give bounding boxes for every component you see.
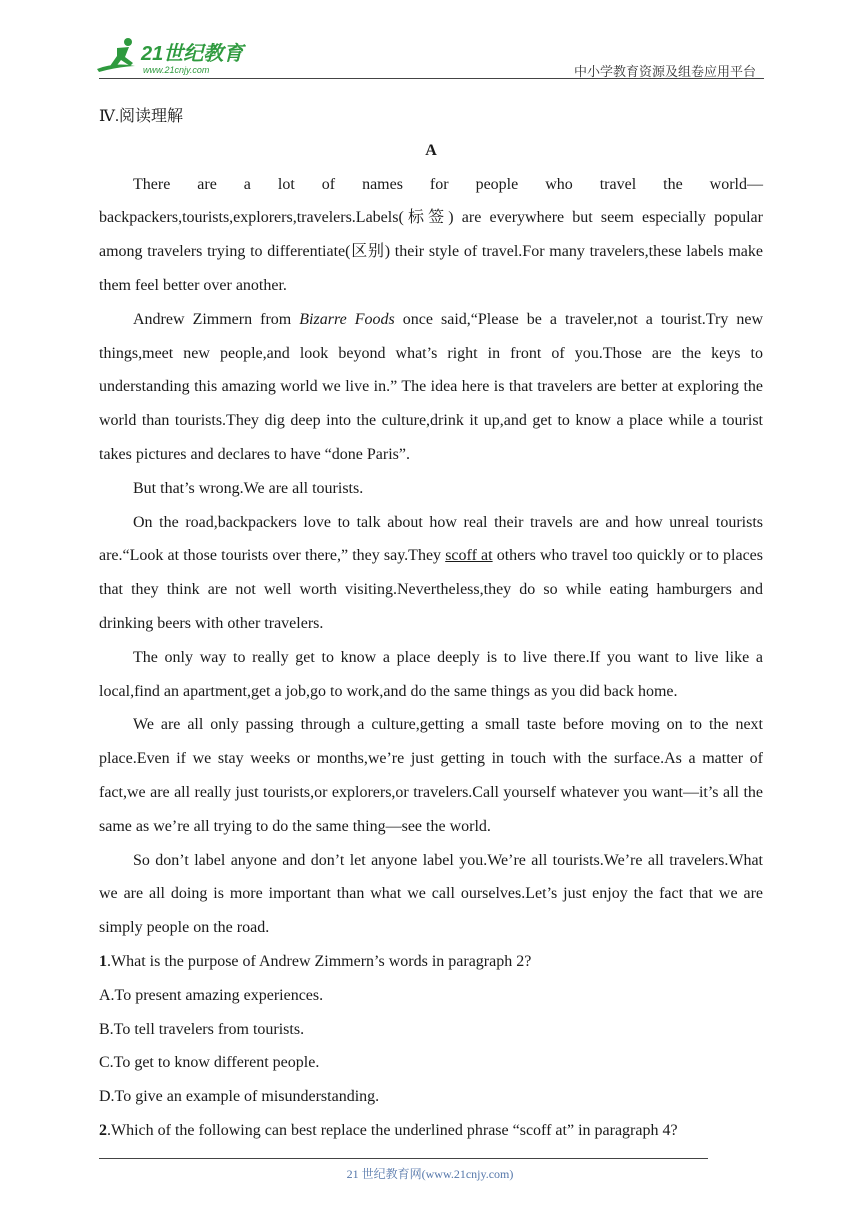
logo bbox=[95, 36, 265, 78]
logo-url: www.21cnjy.com bbox=[143, 65, 210, 75]
page-footer: 21 世纪教育网(www.21cnjy.com) bbox=[346, 1167, 514, 1181]
logo-text: 21世纪教育 bbox=[141, 43, 244, 65]
page-header bbox=[0, 0, 860, 80]
passage-title: A bbox=[425, 141, 437, 159]
paragraph-5: The only way to really get to know a place deeply is to live there.If you want to live like a local,find an apartment,get a job,go to work,and do the same things as you did back home. bbox=[99, 648, 763, 700]
option-a: A.To present amazing experiences. bbox=[99, 986, 324, 1004]
show-title: Bizarre Foods bbox=[299, 310, 395, 328]
paragraph-6: We are all only passing through a culture,getting a small taste before moving on to the next place.Even if we stay weeks or months,we’re just getting in touch with the surface.As a matter of fact,we are all really just tourists,or explorers,or travelers.Call yourself whatever you want—it’s all the same as we’re all trying to do the same thing—see the world. bbox=[99, 716, 763, 835]
paragraph-4-part: On the road,backpackers love to talk about how real their travels are and how unreal tourists are.“Look at those tourists over there,” they say.They bbox=[99, 513, 763, 565]
footer-divider bbox=[99, 1158, 708, 1159]
question-number: 2 bbox=[99, 1121, 107, 1139]
question-2 bbox=[99, 1114, 763, 1148]
paragraph-7: So don’t label anyone and don’t let anyone label you.We’re all tourists.We’re all travelers.What we are all doing is more important than what we call ourselves.Let’s just enjoy the fact that we are simply people on the road. bbox=[99, 851, 763, 937]
option-b: B.To tell travelers from tourists. bbox=[99, 1020, 305, 1038]
paragraph-3: But that’s wrong.We are all tourists. bbox=[133, 479, 364, 497]
document-body bbox=[99, 100, 763, 1148]
paragraph-4-part: others who travel too quickly or to places that they think are not well worth visiting.Nevertheless,they do so while eating hamburgers and drinking beers with other travelers. bbox=[99, 547, 763, 632]
paragraph-4 bbox=[99, 506, 763, 641]
paragraph-1: There are a lot of names for people who travel the world—backpackers,tourists,explorers,travelers.Labels(标签) are everywhere but seem especially popular among travelers trying to differentiate(区别) their style of travel.For many travelers,these labels make them feel better over another. bbox=[99, 175, 763, 294]
paragraph-2-part: once said,“Please be a traveler,not a tourist.Try new things,meet new people,and look beyond what’s right in front of you.Those are the keys to understanding this amazing world we live in.” The idea here is that travelers are better at exploring the world than tourists.They dig deep into the culture,drink it up,and get to know a place while a tourist takes pictures and declares to have “done Paris”. bbox=[99, 310, 764, 463]
option-c: C.To get to know different people. bbox=[99, 1054, 320, 1072]
platform-name: 中小学教育资源及组卷应用平台 bbox=[573, 64, 756, 79]
header-divider bbox=[99, 78, 764, 79]
paragraph-2-part: Andrew Zimmern from bbox=[133, 310, 300, 328]
paragraph-2 bbox=[99, 303, 763, 472]
question-number: 1 bbox=[99, 952, 107, 970]
option-d: D.To give an example of misunderstanding. bbox=[99, 1088, 380, 1106]
question-text: .What is the purpose of Andrew Zimmern’s words in paragraph 2? bbox=[107, 952, 532, 970]
question-text: .Which of the following can best replace the underlined phrase “scoff at” in paragraph 4? bbox=[107, 1121, 678, 1139]
runner-icon bbox=[97, 38, 135, 72]
section-title: Ⅳ.阅读理解 bbox=[99, 108, 183, 125]
question-1 bbox=[99, 945, 763, 979]
underlined-phrase: scoff at bbox=[445, 547, 493, 565]
